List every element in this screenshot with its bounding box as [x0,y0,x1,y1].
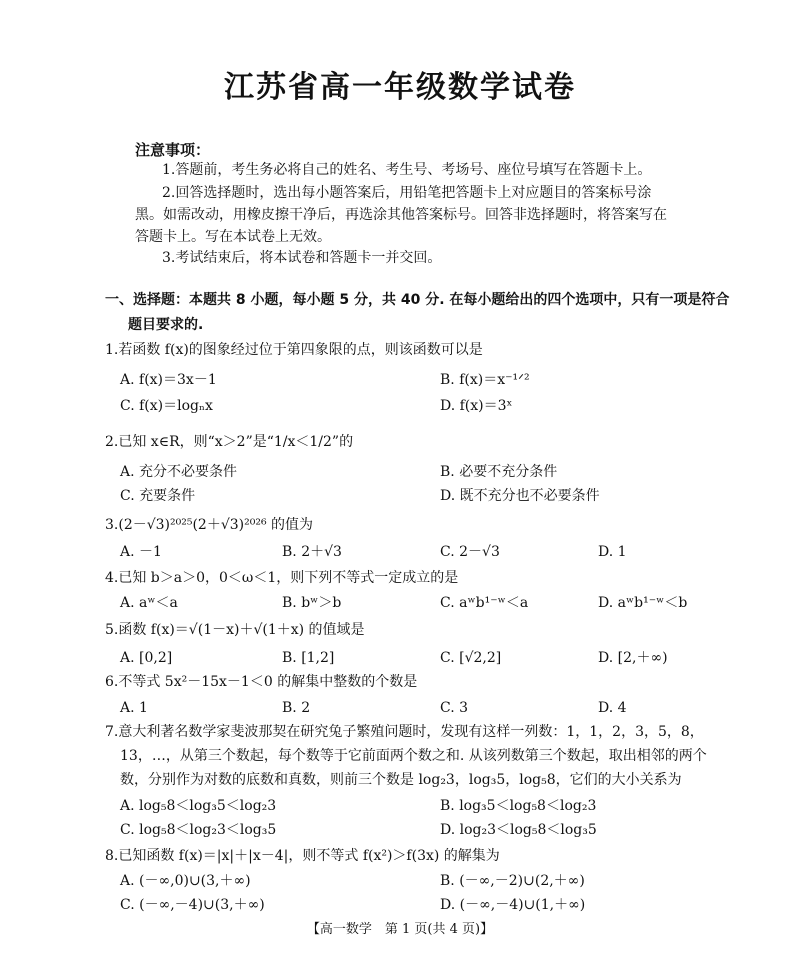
option-8d: D. (－∞,－4)∪(1,＋∞) [440,897,586,913]
notice-line: 黑。如需改动，用橡皮擦干净后，再选涂其他答案标号。回答非选择题时，将答案写在 [135,207,667,223]
notice-line: 3.考试结束后，将本试卷和答题卡一并交回。 [162,250,442,266]
option-4c: C. aʷb¹⁻ʷ＜a [440,595,529,611]
option-6a: A. 1 [120,700,148,716]
option-7a: A. log₅8＜log₃5＜log₂3 [120,798,277,814]
option-6d: D. 4 [598,700,627,716]
option-3d: D. 1 [598,544,627,560]
option-6c: C. 3 [440,700,469,716]
question-7: 7.意大利著名数学家斐波那契在研究兔子繁殖问题时，发现有这样一列数：1，1，2，3，5，8， [105,724,704,740]
option-8c: C. (－∞,－4)∪(3,＋∞) [120,897,265,913]
section-heading: 一、选择题：本题共 8 小题，每小题 5 分，共 40 分. 在每小题给出的四个选项中，只有一项是符合 [105,292,730,308]
question-1: 1.若函数 f(x)的图象经过位于第四象限的点，则该函数可以是 [105,342,483,358]
option-1c: C. f(x)＝logₙx [120,398,213,414]
option-7b: B. log₃5＜log₅8＜log₂3 [440,798,597,814]
notice-line: 答题卡上。写在本试卷上无效。 [135,229,331,245]
option-3c: C. 2－√3 [440,544,500,560]
question-7-cont: 13，…，从第三个数起，每个数等于它前面两个数之和. 从该列数第三个数起，取出相邻的两个 [120,748,707,764]
notice-line: 1.答题前，考生务必将自己的姓名、考生号、考场号、座位号填写在答题卡上。 [162,162,652,178]
option-8b: B. (－∞,－2)∪(2,＋∞) [440,873,585,889]
option-6b: B. 2 [282,700,311,716]
option-2c: C. 充要条件 [120,488,196,504]
option-5d: D. [2,＋∞) [598,650,668,666]
option-7d: D. log₂3＜log₅8＜log₃5 [440,822,597,838]
option-3b: B. 2＋√3 [282,544,342,560]
question-7-cont: 数，分别作为对数的底数和真数，则前三个数是 log₂3，log₃5，log₅8，它们的大小关系为 [120,772,682,788]
option-2a: A. 充分不必要条件 [120,464,238,480]
option-1b: B. f(x)＝x⁻¹ᐟ² [440,372,530,388]
exam-title: 江苏省高一年级数学试卷 [224,70,576,105]
option-1d: D. f(x)＝3ˣ [440,398,513,414]
question-3: 3.(2－√3)²⁰²⁵(2＋√3)²⁰²⁶ 的值为 [105,517,314,533]
option-3a: A. －1 [120,544,162,560]
question-5: 5.函数 f(x)＝√(1－x)＋√(1＋x) 的值域是 [105,622,365,638]
option-1a: A. f(x)＝3x－1 [120,372,217,388]
option-7c: C. log₅8＜log₂3＜log₃5 [120,822,277,838]
notice-heading: 注意事项： [135,141,211,159]
question-6: 6.不等式 5x²－15x－1＜0 的解集中整数的个数是 [105,674,418,690]
question-4: 4.已知 b＞a＞0，0＜ω＜1，则下列不等式一定成立的是 [105,570,459,586]
option-2b: B. 必要不充分条件 [440,464,558,480]
page-footer: 【高一数学 第 1 页(共 4 页)】 [306,922,494,937]
option-5c: C. [√2,2] [440,650,502,666]
option-8a: A. (－∞,0)∪(3,＋∞) [120,873,251,889]
option-5b: B. [1,2] [282,650,335,666]
notice-line: 2.回答选择题时，选出每小题答案后，用铅笔把答题卡上对应题目的答案标号涂 [162,185,652,201]
option-5a: A. [0,2] [120,650,173,666]
option-2d: D. 既不充分也不必要条件 [440,488,600,504]
option-4d: D. aʷb¹⁻ʷ＜b [598,595,688,611]
question-2: 2.已知 x∈R，则“x＞2”是“1/x＜1/2”的 [105,434,354,450]
option-4a: A. aʷ＜a [120,595,178,611]
section-heading-cont: 题目要求的. [128,317,204,333]
question-8: 8.已知函数 f(x)＝|x|＋|x－4|，则不等式 f(x²)＞f(3x) 的解集为 [105,848,500,864]
option-4b: B. bʷ＞b [282,595,342,611]
